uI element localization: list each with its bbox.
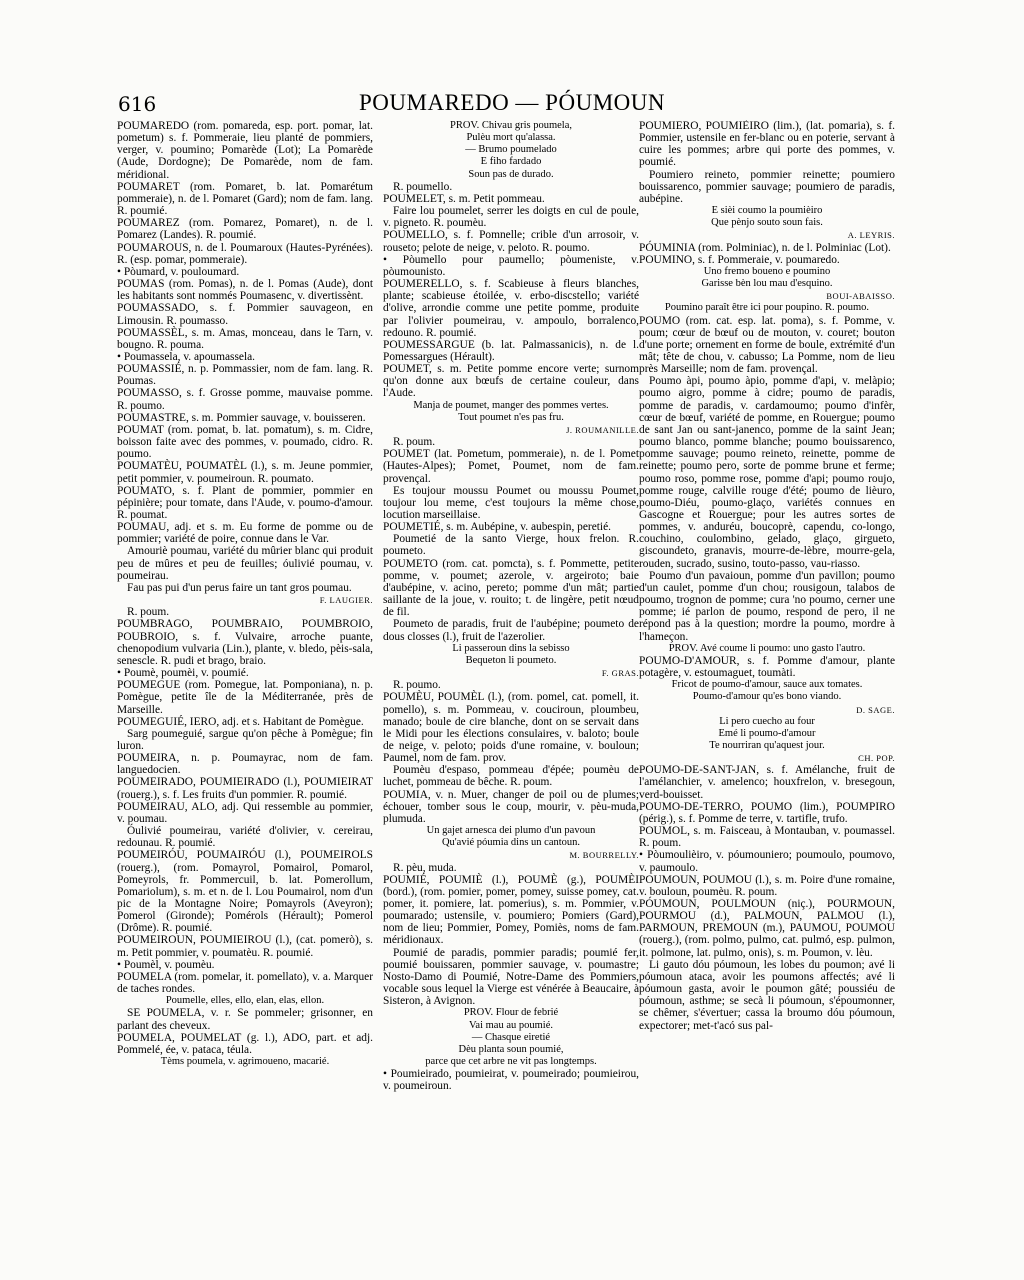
- entry-paragraph: PÓUMOUN, POULMOUN (niç.), POURMOUN, POURMOU (d.), PALMOUN, PALMOU (l.), PARMOUN, PREMOUN (m.), PAUMOU, POUMOU (rouerg.), (rom. polmo, pulmo, cat. pulmó, esp. pulmon, it. polmone, lat. pulmo, onis), s. m. Poumon, v. lèu.: [639, 898, 895, 959]
- entry-paragraph: POUMELA, POUMELAT (g. l.), ADO, part. et adj. Pommelé, ée, v. pataca, téula.: [117, 1031, 373, 1056]
- entry-paragraph: POUMO-DE-TERRO, POUMO (lim.), POUMPIRO (périg.), s. f. Pomme de terre, v. tartifle, trufo.: [639, 800, 895, 825]
- entry-paragraph: POUMEIRA, n. p. Poumayrac, nom de fam. languedocien.: [117, 752, 373, 777]
- entry-paragraph: M. BOURRELLY.: [569, 850, 639, 861]
- entry-paragraph: POUMASSO, s. f. Grosse pomme, mauvaise pomme. R. poumo.: [117, 387, 373, 412]
- entry-paragraph: Uno fremo boueno e poumino: [703, 265, 831, 277]
- entry-paragraph: POUMAROUS, n. de l. Poumaroux (Hautes-Pyrénées). R. (esp. pomar, pommeraie).: [117, 241, 373, 266]
- entry-paragraph: R. poumello.: [393, 180, 453, 193]
- entry-paragraph: SE POUMELA, v. r. Se pommeler; grisonner, en parlant des cheveux.: [117, 1007, 373, 1032]
- page-number: 616: [118, 92, 157, 116]
- entry-paragraph: POUMAREDO (rom. pomareda, esp. port. pomar, lat. pometum) s. f. Pommeraie, lieu planté de pommiers, verger, v. poumino; Pomarède (Lot); La Pomarède (Aude, Dordogne); De Pomarède, nom de fam. méridional.: [117, 120, 373, 181]
- entry-paragraph: POUMEIRADO, POUMIEIRADO (l.), POUMIEIRAT (rouerg.), s. f. Les fruits d'un pommier. R. poumié.: [117, 776, 373, 801]
- entry-paragraph: Poumeto de paradis, fruit de l'aubépine; poumeto de dous closses (l.), fruit de l'azerolier.: [383, 618, 639, 643]
- entry-paragraph: R. poumo.: [393, 679, 441, 692]
- entry-paragraph: D. SAGE.: [856, 704, 895, 715]
- entry-paragraph: R. poum.: [393, 436, 436, 449]
- running-title: POUMAREDO — PÓUMOUN: [359, 90, 665, 115]
- entry-paragraph: Poumelle, elles, ello, elan, elas, ellon.: [165, 995, 325, 1007]
- entry-paragraph: • Poumè, poumèi, v. poumié.: [117, 667, 249, 680]
- entry-paragraph: F. LAUGIER.: [319, 595, 373, 606]
- entry-paragraph: POUMERELLO, s. f. Scabieuse à fleurs blanches, plante; scabieuse étoilée, v. erbo-discstello; variété d'olive, arrondie comme une petite pomme, produite par l'olivier poumeirau, v. ampoulo, borralenco, redouno. R. poumié.: [383, 278, 639, 339]
- entry-paragraph: POUMOUN, POUMOU (l.), s. m. Poire d'une romaine, v. bouloun, poumèu. R. poum.: [639, 873, 895, 898]
- entry-paragraph: J. ROUMANILLE.: [566, 424, 639, 435]
- entry-paragraph: • Poumassela, v. apoumassela.: [117, 350, 256, 363]
- column-middle: [383, 120, 639, 1195]
- entry-paragraph: Tèms poumela, v. agrimoueno, macarié.: [160, 1056, 330, 1068]
- entry-paragraph: — Chasque eiretié: [471, 1031, 551, 1043]
- entry-paragraph: CH. POP.: [858, 753, 895, 764]
- entry-paragraph: POUMIA, v. n. Muer, changer de poil ou de plumes; échouer, tomber sous le coup, mourir, v. pèu-muda, plumuda.: [383, 788, 639, 825]
- entry-paragraph: POUMATO, s. f. Plant de pommier, pommier en pépinière; pour tomate, dans l'Aude, v. poumo-d'amour. R. poumat.: [117, 484, 373, 521]
- entry-paragraph: E fiho fardado: [480, 156, 542, 168]
- entry-paragraph: POUMET, s. m. Petite pomme encore verte; surnom qu'on donne aux bœufs de certaine couleur, dans l'Aude.: [383, 363, 639, 400]
- entry-paragraph: E sièi coumo la poumièiro: [711, 205, 823, 217]
- entry-paragraph: Amouriè poumau, variété du mûrier blanc qui produit peu de mûres et peu de feuilles; óulivié poumau, v. poumeirau.: [117, 545, 373, 582]
- entry-paragraph: • Pòumoulièiro, v. póumouniero; poumoulo, poumovo, v. paumoulo.: [639, 849, 895, 874]
- entry-paragraph: Que pènjo souto soun fais.: [711, 217, 823, 229]
- entry-paragraph: Faire lou poumelet, serrer les doigts en cul de poule, v. pigneto. R. poumèu.: [383, 205, 639, 230]
- entry-paragraph: POUMAU, adj. et s. m. Eu forme de pomme ou de pommier; variété de poire, connue dans le Var.: [117, 521, 373, 546]
- entry-paragraph: Bequeton li poumeto.: [465, 654, 557, 666]
- entry-paragraph: POUMO-DE-SANT-JAN, s. f. Amélanche, fruit de l'amélanchier, v. amelenco; houxfrelon, v. bresegoun, verd-bouisset.: [639, 764, 895, 801]
- entry-paragraph: Fricot de poumo-d'amour, sauce aux tomates.: [671, 679, 863, 691]
- entry-paragraph: POUMETIÉ, s. m. Aubépine, v. aubespin, peretié.: [383, 521, 611, 534]
- entry-paragraph: • Poumèl, v. poumèu.: [117, 958, 215, 971]
- entry-paragraph: Poumié de paradis, pommier paradis; poumié fer, poumié bouissaren, pommier sauvage, v. poumastre; Nosto-Damo di Poumié, Notre-Dame des Pommiers, vocable sous lequel la Vierge est vénérée à Beaucaire, à Sisteron, à Avignon.: [383, 946, 639, 1008]
- entry-paragraph: PROV. Avé coume li poumo: uno gasto l'autro.: [668, 642, 866, 654]
- entry-paragraph: Garisse bèn lou mau d'esquino.: [701, 278, 833, 290]
- entry-paragraph: POUMAS (rom. Pomas), n. de l. Pomas (Aude), dont les habitants sont nommés Poumasenc, v. divertissènt.: [117, 278, 373, 303]
- entry-paragraph: PROV. Chivau gris poumela,: [449, 120, 573, 131]
- entry-paragraph: Soun pas de durado.: [468, 168, 554, 180]
- entry-paragraph: R. pèu, muda.: [393, 861, 457, 874]
- entry-paragraph: Fau pas pui d'un perus faire un tant gros poumau.: [127, 581, 352, 594]
- entry-paragraph: Te nourriran qu'aquest jour.: [709, 739, 825, 751]
- entry-paragraph: POUMIERO, POUMIÈIRO (lim.), (lat. pomaria), s. f. Pommier, ustensile en fer-blanc ou en poterie, servant à cuire les pommes; arbre qui porte des pommes, v. poumié.: [639, 120, 895, 169]
- entry-paragraph: Poumo-d'amour qu'es bono viando.: [692, 691, 842, 703]
- entry-paragraph: POUMBRAGO, POUMBRAIO, POUMBROIO, POUBROIO, s. f. Vulvaire, arroche puante, chenopodium vulvaria (Lin.), plante, v. bledo, pèis-sala, senescle. R. pudi et brago, braio.: [117, 618, 373, 667]
- entry-paragraph: Manja de poumet, manger des pommes vertes.: [413, 399, 609, 411]
- entry-paragraph: POUMASTRE, s. m. Pommier sauvage, v. bouisseren.: [117, 411, 366, 424]
- column-left: [117, 120, 373, 1195]
- entry-paragraph: — Brumo poumelado: [465, 144, 557, 156]
- entry-paragraph: POUMEIRAU, ALO, adj. Qui ressemble au pommier, v. poumau.: [117, 800, 373, 825]
- entry-paragraph: PROV. Flour de febrié: [463, 1007, 559, 1019]
- entry-paragraph: Poumo d'un pavaioun, pomme d'un pavillon; poumo d'un caulet, pomme d'un chou; rousigoun, talabos de poumo, trognon de pomme; cura 'no poumo, cerner une pomme; ié parlon de poumo, respond de pero, il ne répond pas à la question; mordre la poumo, mordre à l'hameçon.: [639, 569, 895, 643]
- entry-paragraph: Li gauto dóu póumoun, les lobes du poumon; avé li póumoun ataca, avoir les poumons affectés; avé li póumoun gasta, avoir le poumon gâté; poussiéu de póumoun, asthme; se secà li póumoun, s'époumonner, se chêmer, s'évertuer; cassa la broumo dóu póumoun, expectorer; met-t'acó sus pal-: [639, 958, 895, 1032]
- entry-paragraph: POUMEIROUN, POUMIEIROU (l.), (cat. pomerò), s. m. Petit pommier, v. poumatèu. R. poumié.: [117, 934, 373, 959]
- entry-paragraph: POUMETO (rom. cat. pomcta), s. f. Pommette, petite pomme, v. poumet; azerole, v. argeiroto; baie d'aubépine, v. acino, pereto; pomme d'un mât; partie saillante de la joue, v. rouito; t. de lingère, petit nœud de fil.: [383, 557, 639, 619]
- entry-paragraph: POUMÈU, POUMÈL (l.), (rom. pomel, cat. pomell, it. pomello), s. m. Pommeau, v. couciroun, ploumbeu, manado; boule de cire blanche, dont on se servait dans le Midi pour les élections consulaires, v. baloto; boule de neige, v. peloto; poids d'une romaine, v. bouloun; Paumel, nom de fam. prov.: [383, 691, 639, 765]
- entry-paragraph: POUMELET, s. m. Petit pommeau.: [383, 192, 545, 205]
- entry-paragraph: Poumetié de la santo Vierge, houx frelon. R. poumeto.: [383, 533, 639, 558]
- entry-paragraph: PÓUMINIA (rom. Polminiac), n. de l. Polminiac (Lot).: [639, 241, 891, 254]
- entry-paragraph: POUMAREZ (rom. Pomarez, Pomaret), n. de l. Pomarez (Landes). R. poumié.: [117, 217, 373, 242]
- column-right: [639, 120, 895, 1195]
- entry-paragraph: Poumino paraît être ici pour poupino. R. poumo.: [664, 302, 870, 314]
- entry-paragraph: A. LEYRIS.: [847, 230, 895, 241]
- entry-paragraph: POUMEGUE (rom. Pomegue, lat. Pomponiana), n. p. Pomègue, petite île de la Méditerranée, près de Marseille.: [117, 679, 373, 716]
- entry-paragraph: POUMOL, s. m. Faisceau, à Montauban, v. poumassel. R. poum.: [639, 825, 895, 850]
- entry-paragraph: Tout poumet n'es pas fru.: [458, 411, 564, 423]
- entry-paragraph: Óulivié poumeirau, variété d'olivier, v. cereirau, redounau. R. poumié.: [117, 825, 373, 850]
- entry-paragraph: POUMIÉ, POUMIÈ (l.), POUMÈ (g.), POUMÈI (bord.), (rom. pomier, pomer, pomey, suisse pomey, cat. pomer, it. pomiere, lat. pomerius), s. m. Pommier, v. poumarado; ustensile, v. poumiero; Pomiers (Gard), nom de lieu; Pommier, Pomey, Pomiès, noms de fam. méridionaux.: [383, 873, 639, 947]
- entry-paragraph: Li pero cuecho au four: [719, 715, 815, 727]
- entry-paragraph: POUMO-D'AMOUR, s. f. Pomme d'amour, plante potagère, v. estoumaguet, toumàti.: [639, 654, 895, 680]
- entry-paragraph: • Poumieirado, poumieirat, v. poumeirado; poumieirou, v. poumeiroun.: [383, 1068, 639, 1093]
- entry-paragraph: POUMEIRÓU, POUMAIRÓU (l.), POUMEIROLS (rouerg.), (rom. Pomayrol, Pomairol, Pomarol, Pomeyrols, fr. Pommercuil, b. lat. Pomerollum, Pomariolum), s. m. et n. de l. Lou Poumairol, nom d'un pic de la Montagne Noire; Pomayrols (Aveyron); Pomerol (Gironde); Pomérols (Hérault); Pomerol (Drôme). R. poumié.: [117, 849, 373, 935]
- entry-paragraph: Emé li poumo-d'amour: [718, 727, 816, 739]
- entry-paragraph: Es toujour moussu Poumet ou moussu Poumet, toujour lou meme, c'est toujours la même chose, locution marseillaise.: [383, 484, 639, 521]
- entry-paragraph: Li passeroun dins la sebisso: [452, 642, 570, 654]
- entry-paragraph: parce que cet arbre ne vit pas longtemps.: [425, 1056, 597, 1068]
- entry-paragraph: Qu'avié póumia dins un cantoun.: [441, 837, 581, 849]
- entry-paragraph: • Pòumard, v. pouloumard.: [117, 265, 240, 278]
- entry-paragraph: POUMINO, s. f. Pommeraie, v. poumaredo.: [639, 253, 840, 266]
- entry-paragraph: POUMASSÈL, s. m. Amas, monceau, dans le Tarn, v. bougno. R. pouma.: [117, 326, 373, 351]
- entry-paragraph: Dèu planta soun poumié,: [458, 1043, 564, 1055]
- entry-paragraph: BOUI-ABAISSO.: [826, 291, 895, 302]
- entry-paragraph: POUMELLO, s. f. Pomnelle; crible d'un arrosoir, v. rouseto; pelote de neige, v. peloto. R. poumo.: [383, 229, 639, 254]
- entry-paragraph: POUMASSADO, s. f. Pommier sauvageon, en Limousin. R. poumasso.: [117, 302, 373, 327]
- entry-paragraph: POUMESSARGUE (b. lat. Palmassanicis), n. de l. Pomessargues (Hérault).: [383, 338, 639, 363]
- entry-paragraph: F. GRAS.: [601, 668, 639, 679]
- entry-paragraph: POUMATÈU, POUMATÈL (l.), s. m. Jeune pommier, petit pommier, v. poumeiroun. R. poumato.: [117, 460, 373, 485]
- entry-paragraph: POUMEGUIÉ, IERO, adj. et s. Habitant de Pomègue.: [117, 715, 364, 728]
- entry-paragraph: POUMO (rom. cat. esp. lat. poma), s. f. Pomme, v. poum; cœur de bœuf ou de mouton, v. couret; bouton d'une porte; ornement en forme de boule, extrémité d'un mât; tête de chou, v. cabusso; La Pomme, nom de lieu près Marseille; nom de fam. provençal.: [639, 314, 895, 376]
- entry-paragraph: POUMASSIÉ, n. p. Pommassier, nom de fam. lang. R. Poumas.: [117, 363, 373, 388]
- entry-paragraph: • Pòumello pour paumello; pòumeniste, v. pòumounisto.: [383, 253, 639, 278]
- entry-paragraph: POUMAT (rom. pomat, b. lat. pomatum), s. m. Cidre, boisson faite avec des pommes, v. poumado, cidro. R. poumo.: [117, 423, 373, 461]
- entry-paragraph: Vai mau au poumié.: [469, 1019, 553, 1031]
- entry-paragraph: Pulèu mort qu'alassa.: [466, 132, 556, 144]
- entry-paragraph: POUMET (lat. Pometum, pommeraie), n. de l. Pomet (Hautes-Alpes); Pomet, Poumet, nom de fam. provençal.: [383, 448, 639, 485]
- entry-paragraph: POUMELA (rom. pomelar, it. pomellato), v. a. Marquer de taches rondes.: [117, 970, 373, 996]
- entry-paragraph: Un gajet arnesca dei plumo d'un pavoun: [426, 825, 596, 837]
- entry-paragraph: Sarg poumeguié, sargue qu'on pêche à Pomègue; fin luron.: [117, 727, 373, 752]
- entry-paragraph: Poumo àpi, poumo àpio, pomme d'api, v. melàpio; poumo aigro, pomme à cidre; poumo de paradis, pomme de paradis, v. cardamoumo; poumo d'infèr, cœur de bœuf, variété de pomme, en Rouergue; poumo de sant Jan ou sant-janenco, pomme de la saint Jean; poumo blanco, pomme blanche; poumo bouissarenco, pomme sauvage; poumo reineto, reinette, pomme de reinette; poumo pero, sorte de pomme brune et ferme; poumo roso, pomme rose, pomme d'api; poumo roujo, pomme rouge, calville rouge d'été; poumo de lièuro, poumo-Diéu, poumo-glaço, variétés connues en Gascogne et Rouergue; pour les autres sortes de pommes, v. anduréu, boucoprè, capendu, co-longo, couchino, coulombino, gelado, glaço, girgueto, giscoundeto, granavis, mourre-de-lèbre, mourre-gela, rouden, sucrado, susino, touto-passo, vau-riasso.: [639, 375, 895, 570]
- entry-paragraph: Poumèu d'espaso, pommeau d'épée; poumèu de luchet, pommeau de bêche. R. poum.: [383, 764, 639, 789]
- entry-paragraph: R. poum.: [127, 606, 170, 619]
- entry-paragraph: Poumiero reineto, pommier reinette; poumiero bouissarenco, pommier sauvage; poumiero de paradis, aubépine.: [639, 168, 895, 205]
- entry-paragraph: POUMARET (rom. Pomaret, b. lat. Pomarétum pommeraie), n. de l. Pomaret (Gard); nom de fam. lang. R. poumié.: [117, 180, 373, 218]
